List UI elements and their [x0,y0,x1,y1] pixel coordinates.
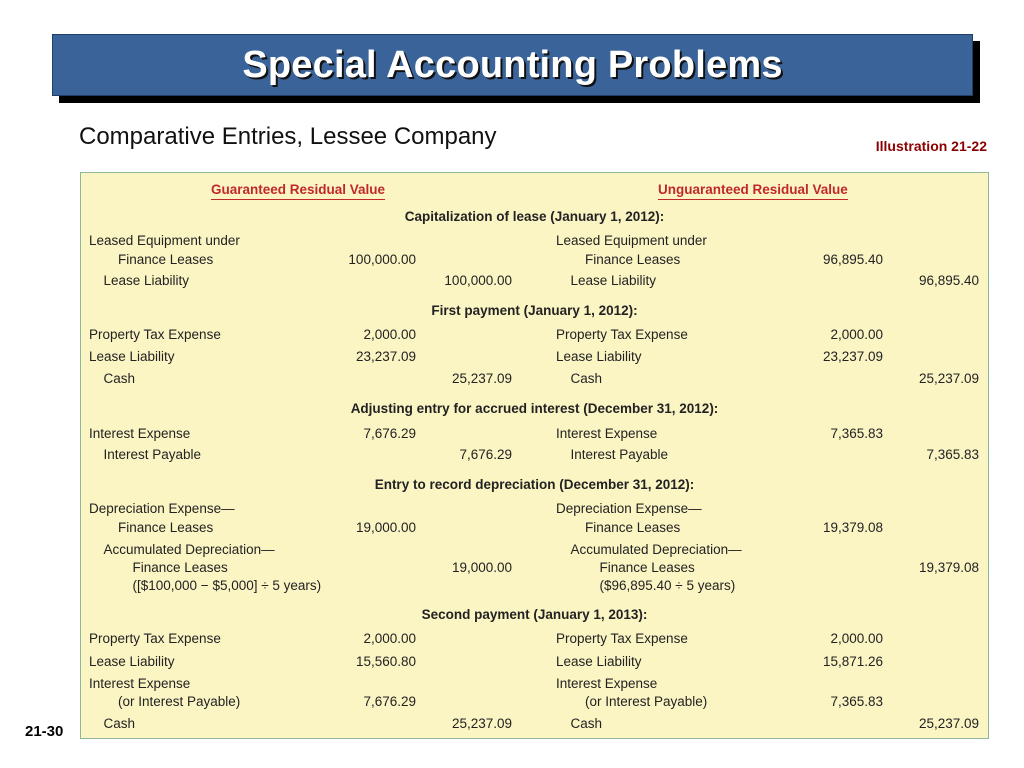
left-entry-label: Depreciation Expense— [89,501,235,516]
right-credit-amount: 96,895.40 [918,273,979,288]
right-entry-label: Finance Leases [599,560,695,575]
left-credit-amount: 7,676.29 [459,447,512,462]
left-entry-label: Interest Expense [89,676,191,691]
left-entry-label: Accumulated Depreciation— [103,542,275,557]
left-entry-label: Finance Leases [132,560,228,575]
left-entry-label: (or Interest Payable) [118,694,241,709]
left-debit-amount: 23,237.09 [355,349,416,364]
right-debit-amount: 19,379.08 [822,520,883,535]
left-debit-amount: 2,000.00 [363,327,416,342]
left-entry-label: Property Tax Expense [89,327,221,342]
right-debit-amount: 2,000.00 [830,327,883,342]
slide-number: 21-30 [25,723,64,740]
left-debit-amount: 15,560.80 [355,654,416,669]
header-unguaranteed: Unguaranteed Residual Value [658,182,848,200]
right-credit-amount: 25,237.09 [918,716,979,731]
right-credit-amount: 25,237.09 [918,371,979,386]
right-entry-label: Leased Equipment under [556,233,707,248]
right-entry-label: Accumulated Depreciation— [570,542,742,557]
left-entry-label: Lease Liability [89,349,175,364]
left-entry-label: Cash [103,716,136,731]
slide-title: Special Accounting Problems [242,43,783,86]
header-guaranteed: Guaranteed Residual Value [211,182,385,200]
section-accrued-interest: Adjusting entry for accrued interest (December 31, 2012): [350,401,719,416]
left-debit-amount: 7,676.29 [363,426,416,441]
left-entry-label: Interest Expense [89,426,191,441]
right-entry-label: Finance Leases [585,520,681,535]
right-entry-label: Property Tax Expense [556,327,688,342]
left-entry-label: Lease Liability [89,654,175,669]
right-entry-label: ($96,895.40 ÷ 5 years) [599,578,736,593]
left-credit-amount: 25,237.09 [451,716,512,731]
section-capitalization: Capitalization of lease (January 1, 2012): [404,209,665,224]
right-entry-label: Lease Liability [570,273,657,288]
section-depreciation: Entry to record depreciation (December 31, 2012): [374,477,695,492]
left-entry-label: Finance Leases [118,252,214,267]
right-credit-amount: 7,365.83 [926,447,979,462]
right-entry-label: Cash [570,716,603,731]
left-credit-amount: 25,237.09 [451,371,512,386]
left-entry-label: Finance Leases [118,520,214,535]
left-entry-label: Interest Payable [103,447,202,462]
right-debit-amount: 15,871.26 [822,654,883,669]
section-second-payment: Second payment (January 1, 2013): [421,607,648,622]
right-debit-amount: 2,000.00 [830,631,883,646]
left-entry-label: Lease Liability [103,273,190,288]
right-entry-label: Lease Liability [556,654,642,669]
illustration-label: Illustration 21-22 [875,138,987,154]
comparative-entries-table [80,172,989,739]
title-banner [52,34,973,96]
left-debit-amount: 7,676.29 [363,694,416,709]
left-debit-amount: 19,000.00 [355,520,416,535]
right-entry-label: Property Tax Expense [556,631,688,646]
left-entry-label: Leased Equipment under [89,233,240,248]
right-entry-label: Finance Leases [585,252,681,267]
section-first-payment: First payment (January 1, 2012): [431,303,638,318]
right-entry-label: Interest Payable [570,447,669,462]
right-entry-label: Interest Expense [556,676,658,691]
right-entry-label: Interest Expense [556,426,658,441]
right-debit-amount: 96,895.40 [822,252,883,267]
left-entry-label: Property Tax Expense [89,631,221,646]
right-debit-amount: 7,365.83 [830,694,883,709]
left-debit-amount: 2,000.00 [363,631,416,646]
right-entry-label: (or Interest Payable) [585,694,708,709]
right-entry-label: Cash [570,371,603,386]
right-credit-amount: 19,379.08 [918,560,979,575]
left-debit-amount: 100,000.00 [348,252,416,267]
left-credit-amount: 19,000.00 [451,560,512,575]
left-credit-amount: 100,000.00 [444,273,512,288]
right-debit-amount: 23,237.09 [822,349,883,364]
left-entry-label: Cash [103,371,136,386]
right-entry-label: Depreciation Expense— [556,501,702,516]
right-entry-label: Lease Liability [556,349,642,364]
left-entry-label: ([$100,000 − $5,000] ÷ 5 years) [132,578,322,593]
slide-subtitle: Comparative Entries, Lessee Company [79,123,497,150]
right-debit-amount: 7,365.83 [830,426,883,441]
